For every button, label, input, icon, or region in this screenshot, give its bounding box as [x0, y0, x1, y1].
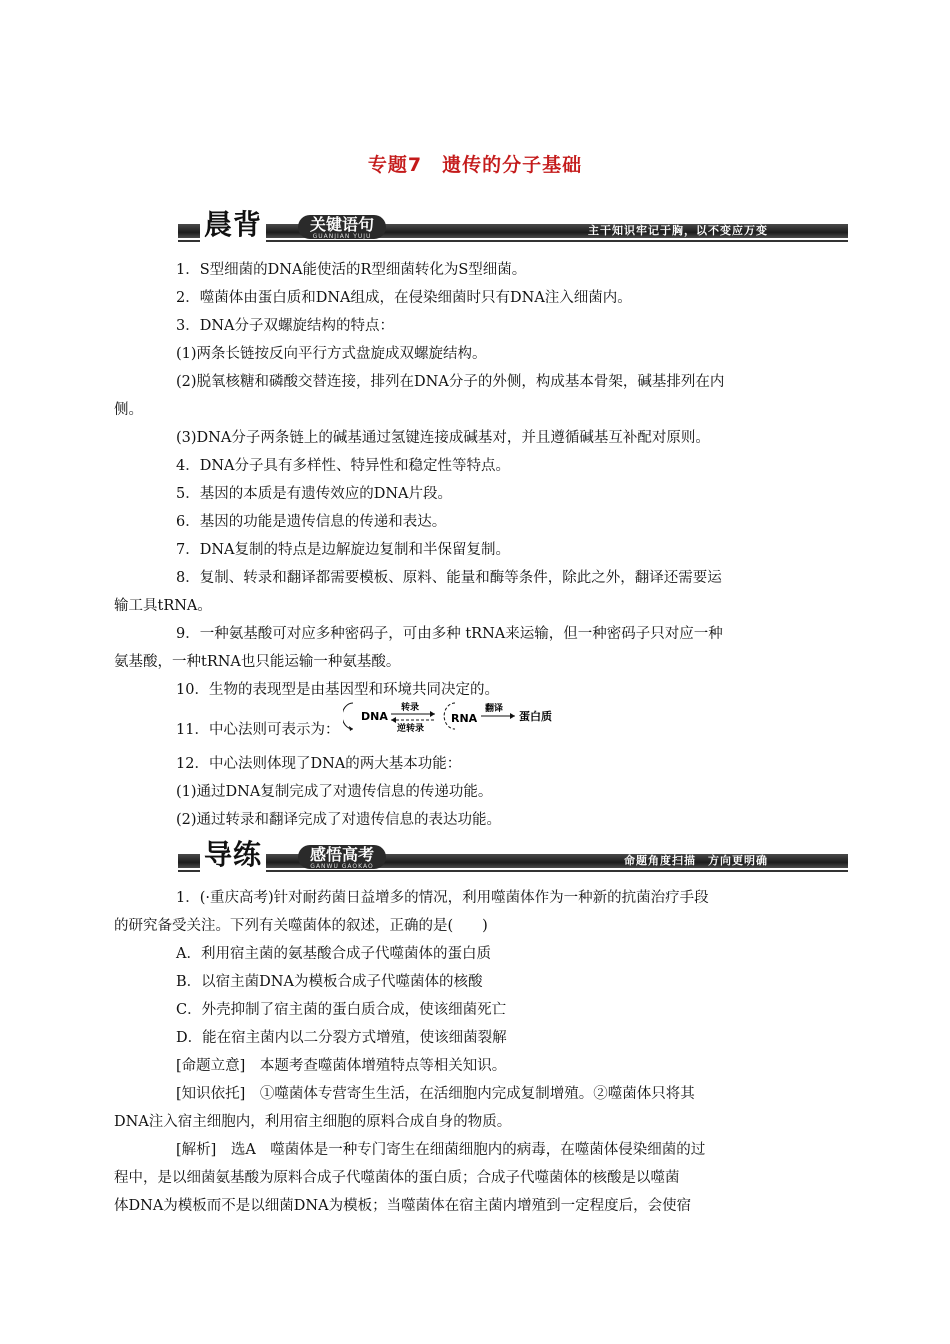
section-banner-morning-recite	[178, 208, 848, 244]
key-statements	[114, 256, 814, 834]
banner-heading: 晨背	[200, 208, 266, 242]
page-title: 专题7 遗传的分子基础	[367, 154, 583, 176]
transcription-arrowhead	[430, 711, 435, 717]
option-a: A．利用宿主菌的氨基酸合成子代噬菌体的蛋白质	[176, 946, 491, 962]
reverse-arrowhead	[391, 717, 396, 723]
dogma-rna: RNA	[451, 712, 478, 725]
dogma-dna: DNA	[361, 710, 389, 723]
dogma-transcription: 转录	[401, 703, 420, 713]
statement-12-1: (1)通过DNA复制完成了对遗传信息的传递功能。	[176, 784, 493, 800]
statement-7: 7．DNA复制的特点是边解旋边复制和半保留复制。	[176, 542, 511, 558]
option-d: D．能在宿主菌内以二分裂方式增殖，使该细菌裂解	[176, 1030, 507, 1046]
statement-3-2-cont: 侧。	[114, 402, 143, 418]
statement-10: 10．生物的表现型是由基因型和环境共同决定的。	[176, 682, 499, 698]
banner-underline	[178, 240, 848, 242]
statement-3-3: (3)DNA分子两条链上的碱基通过氢键连接成碱基对，并且遵循碱基互补配对原则。	[176, 430, 710, 446]
banner-slogan: 命题角度扫描 方向更明确	[624, 854, 768, 867]
knowledge-basis-cont: DNA注入宿主细胞内，利用宿主细胞的原料合成自身的物质。	[114, 1114, 512, 1130]
question-intent: [命题立意] 本题考查噬菌体增殖特点等相关知识。	[176, 1058, 507, 1074]
question-stem: 1．(·重庆高考)针对耐药菌日益增多的情况，利用噬菌体作为一种新的抗菌治疗手段	[176, 890, 709, 906]
statement-9: 9．一种氨基酸可对应多种密码子，可由多种 tRNA来运输，但一种密码子只对应一种	[176, 626, 723, 642]
translation-arrowhead	[510, 713, 515, 719]
statement-3-1: (1)两条长链按反向平行方式盘旋成双螺旋结构。	[176, 346, 487, 362]
statement-9-cont: 氨基酸，一种tRNA也只能运输一种氨基酸。	[114, 654, 401, 670]
option-c: C．外壳抑制了宿主菌的蛋白质合成，使该细菌死亡	[176, 1002, 507, 1018]
dogma-protein: 蛋白质	[519, 710, 553, 723]
banner-tag-pinyin: GANWU GAOKAO	[310, 863, 374, 870]
statement-3-2: (2)脱氧核糖和磷酸交替连接，排列在DNA分子的外侧，构成基本骨架，碱基排列在内	[176, 374, 725, 390]
analysis-cont-1: 程中，是以细菌氨基酸为原料合成子代噬菌体的蛋白质；合成子代噬菌体的核酸是以噬菌	[114, 1170, 680, 1186]
analysis: [解析] 选A 噬菌体是一种专门寄生在细菌细胞内的病毒，在噬菌体侵染细菌的过	[176, 1142, 706, 1158]
banner-tag-label: 关键语句	[310, 215, 375, 234]
statement-1: 1．S型细菌的DNA能使活的R型细菌转化为S型细菌。	[176, 262, 527, 278]
statement-2: 2．噬菌体由蛋白质和DNA组成，在侵染细菌时只有DNA注入细菌内。	[176, 290, 632, 306]
option-b: B．以宿主菌DNA为模板合成子代噬菌体的核酸	[176, 974, 483, 990]
statement-8: 8．复制、转录和翻译都需要模板、原料、能量和酶等条件，除此之外，翻译还需要运	[176, 570, 722, 586]
dogma-translation: 翻译	[485, 704, 504, 714]
statement-4: 4．DNA分子具有多样性、特异性和稳定性等特点。	[176, 458, 511, 474]
banner-heading: 导练	[200, 838, 266, 872]
statement-8-cont: 输工具tRNA。	[114, 598, 212, 614]
central-dogma-diagram	[343, 698, 565, 738]
banner-tag-label: 感悟高考	[310, 845, 375, 864]
exam-question	[114, 884, 814, 1220]
analysis-cont-2: 体DNA为模板而不是以细菌DNA为模板；当噬菌体在宿主菌内增殖到一定程度后，会使宿	[114, 1198, 692, 1214]
question-stem-cont: 的研究备受关注。下列有关噬菌体的叙述，正确的是( )	[114, 918, 488, 934]
dogma-reverse: 逆转录	[397, 724, 425, 734]
banner-tag-pinyin: GUANJIAN YUJU	[312, 233, 372, 240]
section-banner-practice	[178, 838, 848, 874]
banner-tag	[298, 215, 386, 239]
statement-6: 6．基因的功能是遗传信息的传递和表达。	[176, 514, 447, 530]
banner-slogan: 主干知识牢记于胸，以不变应万变	[588, 224, 768, 237]
statement-12: 12．中心法则体现了DNA的两大基本功能：	[176, 756, 462, 772]
statement-12-2: (2)通过转录和翻译完成了对遗传信息的表达功能。	[176, 812, 502, 828]
statement-3: 3．DNA分子双螺旋结构的特点：	[176, 318, 395, 334]
statement-11	[114, 703, 814, 750]
statement-11-text: 11．中心法则可表示为：	[176, 722, 340, 738]
statement-5: 5．基因的本质是有遗传效应的DNA片段。	[176, 486, 453, 502]
knowledge-basis: [知识依托] ①噬菌体专营寄生生活，在活细胞内完成复制增殖。②噬菌体只将其	[176, 1086, 695, 1102]
banner-underline	[178, 870, 848, 872]
replication-loop	[343, 703, 353, 729]
banner-tag	[298, 845, 386, 869]
